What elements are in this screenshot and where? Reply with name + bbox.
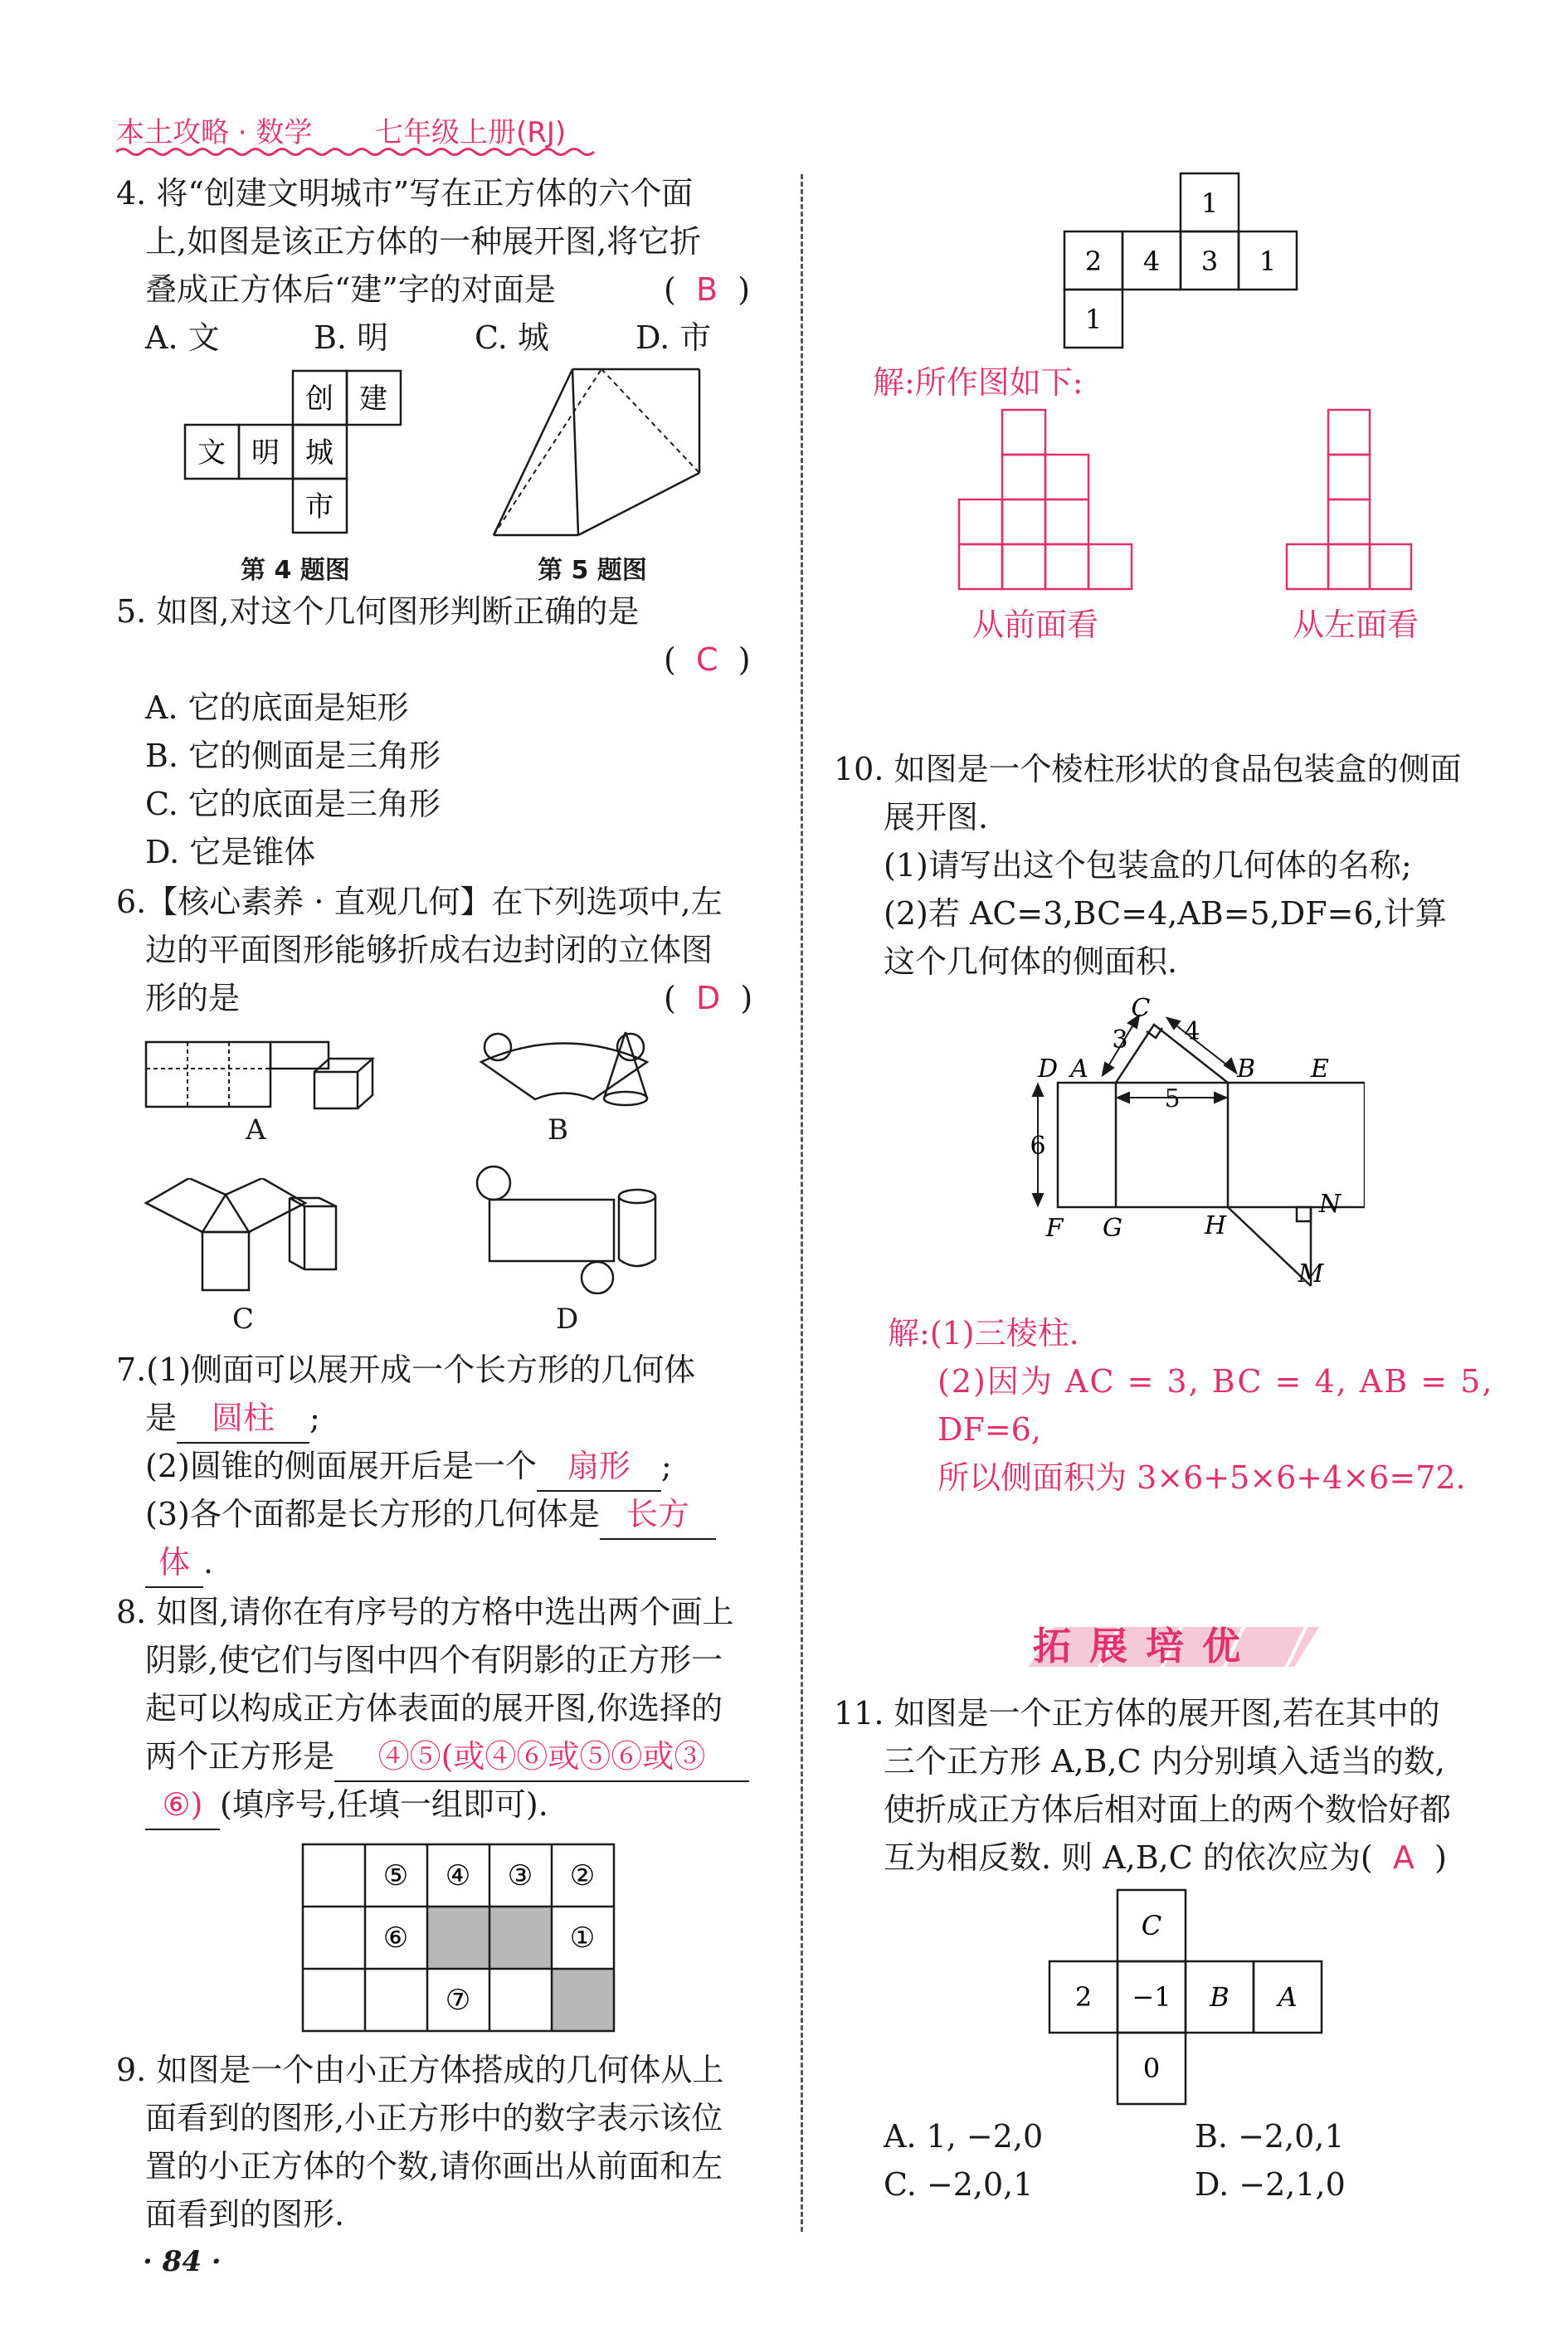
q11-option-a: A. 1, −2,0 [884,2118,1044,2155]
q4-answer-bracket: ( B ) [664,271,751,308]
q7-line-1: 7.(1)侧面可以展开成一个长方形的几何体 [116,1352,696,1388]
q9-solution-intro: 解:所作图如下: [873,364,1083,401]
q6-option-a-cube [311,1055,377,1113]
q6-label-a: A [246,1113,266,1147]
column-divider [801,174,803,2232]
q4-option-c: C. 城 [475,319,549,356]
q5-answer-bracket: ( C ) [664,641,751,678]
grid-cell-6: ⑥ [382,1921,409,1955]
q7-line-3-pre: (2)圆锥的侧面展开后是一个 [145,1448,537,1484]
q9-line-3: 置的小正方体的个数,请你画出从前面和左 [145,2148,723,2184]
q11-cell-c: C [1141,1910,1162,1941]
top-view-cell-5: 1 [1259,246,1277,277]
q7-line-5 [145,1538,213,1588]
q11-option-c: C. −2,0,1 [884,2166,1034,2203]
fig-length-bc: 4 [1184,1017,1200,1046]
q7-line-5-post: . [203,1544,214,1580]
q10-line-2: 展开图. [884,799,989,835]
fig-label-m: M [1298,1259,1324,1288]
grid-cell-2: ② [569,1859,596,1892]
q8-line-1: 8. 如图,请你在有序号的方格中选出两个画上 [116,1594,734,1630]
top-view-cell-4: 3 [1200,246,1219,277]
q5-option-d: D. 它是锥体 [145,834,316,870]
q7-line-2-post: ; [309,1400,320,1436]
q6-line-1: 6.【核心素养 · 直观几何】在下列选项中,左 [116,884,723,920]
grade-label: 七年级上册(RJ) [375,116,567,149]
q11-cell-b: B [1210,1981,1230,2013]
q6-label-b: B [548,1113,568,1147]
q11-option-b: B. −2,0,1 [1195,2118,1345,2155]
q6-label-c: C [232,1303,255,1336]
fig-length-ab: 5 [1164,1084,1181,1113]
fig-label-n: N [1318,1190,1342,1219]
grid-cell-5: ⑤ [382,1859,409,1892]
top-view-cell-2: 2 [1084,246,1103,277]
fig-label-e: E [1311,1054,1329,1084]
q10-net-figure [1016,991,1365,1303]
q6-answer-bracket: ( D ) [664,980,753,1016]
q8-line-5 [145,1780,548,1830]
q7-line-2 [145,1394,320,1444]
q8-answer-2: ⑥) [145,1780,220,1830]
q10-line-1: 10. 如图是一个棱柱形状的食品包装盒的侧面 [834,751,1462,787]
grid-cell-7: ⑦ [445,1984,471,2017]
q11-line-4 [884,1834,1447,1882]
fig-label-g: G [1103,1214,1122,1243]
q11-answer: A [1392,1839,1415,1876]
fig-label-b: B [1236,1054,1256,1084]
net-cell-ming: 明 [251,436,280,470]
top-view-cell-3: 4 [1142,246,1161,277]
q9-line-4: 面看到的图形. [145,2196,345,2233]
fig-label-c: C [1131,994,1151,1023]
q10-line-5: 这个几何体的侧面积. [884,943,1178,980]
header-wavy-line [116,146,597,158]
q11-line-4-end: ) [1434,1839,1447,1876]
fig-label-h: H [1204,1211,1227,1240]
q11-line-4-text: 互为相反数. 则 A,B,C 的依次应为( [884,1839,1373,1876]
q9-line-1: 9. 如图是一个由小正方体搭成的几何体从上 [116,2052,724,2088]
q6-answer: D [695,980,721,1016]
q6-line-2: 边的平面图形能够折成右边封闭的立体图 [145,932,713,968]
q7-line-4-pre: (3)各个面都是长方形的几何体是 [145,1496,600,1532]
q5-option-b: B. 它的侧面是三角形 [145,738,441,774]
page-number: · 84 · [143,2245,222,2278]
q8-answer-1: ④⑤(或④⑥或⑤⑥或③ [334,1732,749,1782]
net-cell-wen: 文 [197,436,226,470]
q11-cell-2: 2 [1074,1981,1093,2013]
q4-answer: B [695,271,718,308]
q11-cell-0: 0 [1142,2053,1161,2084]
fig-length-df: 6 [1030,1132,1046,1161]
net-cell-cheng: 城 [305,436,334,470]
q7-line-2-pre: 是 [145,1400,178,1436]
grid-cell-1: ① [569,1921,596,1955]
q5-option-a: A. 它的底面是矩形 [145,689,409,726]
q5-prism-figure [485,365,709,548]
q8-line-3: 起可以构成正方体表面的展开图,你选择的 [145,1690,723,1727]
net-cell-shi: 市 [305,490,334,524]
net-cell-chuang: 创 [305,382,334,416]
q7-answer-3b: 体 [145,1538,203,1588]
q7-line-4 [145,1490,716,1540]
book-title: 本土攻略 · 数学 [116,116,313,149]
fig-label-f: F [1045,1214,1064,1243]
q11-option-d: D. −2,1,0 [1195,2166,1346,2203]
q10-solution-2: (2)因为 AC = 3, BC = 4, AB = 5, [937,1363,1494,1400]
q7-answer-1: 圆柱 [177,1394,309,1444]
q10-line-3: (1)请写出这个包装盒的几何体的名称; [884,847,1412,884]
q10-line-4: (2)若 AC=3,BC=4,AB=5,DF=6,计算 [884,895,1447,932]
q5-caption: 第 5 题图 [538,556,647,585]
q9-left-view [1282,407,1419,597]
q5-line: 5. 如图,对这个几何图形判断正确的是 [116,593,640,630]
q4-option-b: B. 明 [314,319,389,356]
q4-line-3: 叠成正方体后“建”字的对面是 [145,271,556,308]
q8-line-4 [145,1732,749,1782]
q11-line-2: 三个正方形 A,B,C 内分别填入适当的数, [884,1743,1445,1780]
q10-solution-1: 解:(1)三棱柱. [888,1315,1079,1352]
q6-option-c-prism [286,1195,353,1278]
q6-label-d: D [556,1303,579,1336]
q6-option-b-cone [599,1029,657,1112]
q7-line-3 [145,1442,672,1492]
q6-option-c-figure [143,1178,416,1294]
q4-cube-net [183,369,431,535]
grid-cell-4: ④ [445,1859,471,1892]
q11-cell-a: A [1278,1981,1298,2013]
q7-line-3-post: ; [660,1448,672,1484]
fig-label-a: A [1070,1054,1088,1084]
q8-grid [299,1840,622,2039]
top-view-cell-6: 1 [1084,304,1103,335]
q8-line-2: 阴影,使它们与图中四个有阴影的正方形一 [145,1642,723,1678]
q5-answer: C [695,641,718,678]
q9-top-view [1060,170,1301,353]
q8-line-4-pre: 两个正方形是 [145,1738,335,1775]
q11-line-3: 使折成正方体后相对面上的两个数恰好都 [884,1791,1452,1828]
q9-front-label: 从前面看 [972,606,1099,643]
q10-solution-3: DF=6, [937,1411,1041,1448]
grid-cell-3: ③ [507,1859,533,1892]
top-view-cell-1: 1 [1200,188,1219,219]
q4-line-2: 上,如图是该正方体的一种展开图,将它折 [145,223,702,260]
q9-left-label: 从左面看 [1293,606,1419,643]
net-cell-jian: 建 [359,382,387,416]
q11-cube-net [1047,1887,1329,2111]
q10-solution-4: 所以侧面积为 3×6+5×6+4×6=72. [937,1459,1466,1496]
q6-line-3: 形的是 [145,980,241,1016]
q11-cell-neg1: −1 [1132,1981,1171,2013]
q4-caption: 第 4 题图 [241,556,350,585]
q6-option-d-figure [469,1162,635,1294]
q5-option-c: C. 它的底面是三角形 [145,786,441,822]
q9-front-view [954,407,1137,597]
q6-option-d-cylinder [614,1186,664,1278]
fig-length-ac: 3 [1112,1025,1128,1054]
q4-line-1: 4. 将“创建文明城市”写在正方体的六个面 [116,175,694,212]
q7-answer-3a: 长方 [600,1490,716,1540]
fig-label-d: D [1037,1054,1059,1084]
section-title: 拓展培优 [1033,1624,1259,1668]
q11-line-1: 11. 如图是一个正方体的展开图,若在其中的 [834,1695,1440,1731]
q4-option-d: D. 市 [635,319,712,356]
q9-line-2: 面看到的图形,小正方形中的数字表示该位 [145,2100,723,2136]
q7-answer-2: 扇形 [537,1442,661,1492]
q4-option-a: A. 文 [145,319,220,356]
q8-line-5-post: (填序号,任填一组即可). [220,1786,548,1823]
